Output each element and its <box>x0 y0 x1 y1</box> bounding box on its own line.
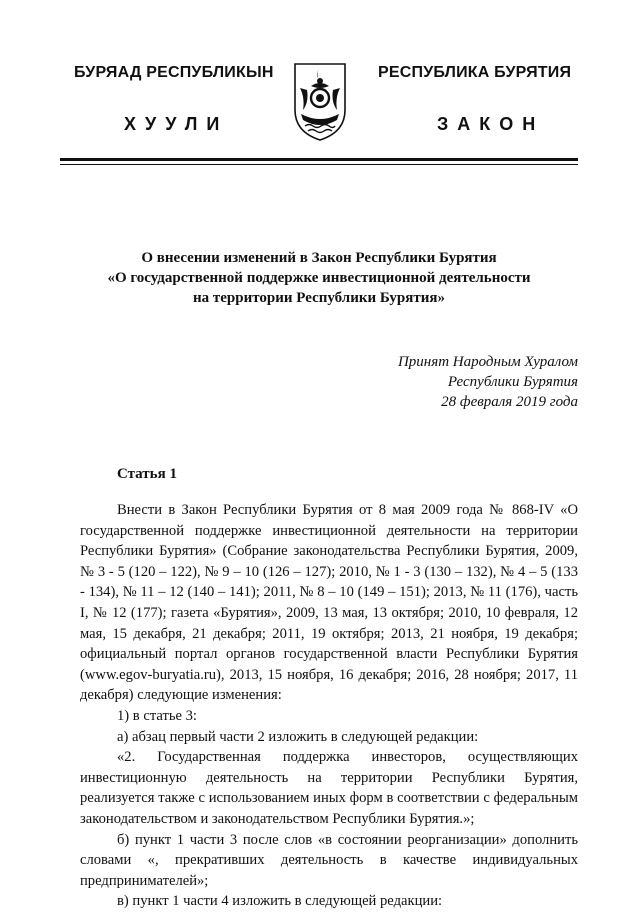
paragraph: 1) в статье 3: <box>117 707 197 724</box>
adoption-line: Республики Бурятия <box>447 374 578 390</box>
header-divider-thin <box>60 164 578 165</box>
paragraph: «2. Государственная поддержка инвесторов, осуществляющих инвестиционную деятельность на территории Республики Бурятия, реализуется также с использованием иных форм в соответствии с федеральным законодательством и законодательством Республики Бурятия.»; <box>80 749 578 827</box>
paragraph: Внести в Закон Республики Бурятия от 8 мая 2009 года № 868-IV «О государственной поддержке инвестиционной деятельности на территории Республики Бурятия» (Собрание законодательства Республики Бурятия, 2009, № 3 - 5 (120 – 122), № 9 – 10 (126 – 127); 2010, № 1 - 3 (130 – 132), № 4 – 5 (133 - 134), № 11 – 12 (140 – 141); 2011, № 8 – 10 (149 – 151); 2013, № 11 (176), часть I, № 12 (177); газета «Бурятия», 2009, 13 мая, 13 октября; 2010, 10 февраля, 12 мая, 15 декабря, 21 декабря; 2011, 19 октября; 2013, 21 ноября, 19 декабря; официальный портал органов государственной власти Республики Бурятия (www.egov-buryatia.ru), 2013, 15 ноября, 16 декабря; 2016, 28 ноября; 2017, 11 декабря) следующие изменения: <box>80 502 578 704</box>
law-title-line: «О государственной поддержке инвестиционной деятельности <box>107 270 531 286</box>
adoption-date: 28 февраля 2019 года <box>441 394 578 410</box>
buryatia-coat-of-arms-icon <box>291 58 349 144</box>
header-left-title: БУРЯАД РЕСПУБЛИКЫН <box>74 64 274 81</box>
header-left-subtitle: ХУУЛИ <box>124 114 229 134</box>
article-heading: Статья 1 <box>117 466 177 482</box>
law-title-line: О внесении изменений в Закон Республики Бурятия <box>141 250 497 266</box>
law-title <box>60 248 578 308</box>
law-title-line: на территории Республики Бурятия» <box>192 290 446 306</box>
paragraph: б) пункт 1 части 3 после слов «в состоянии реорганизации» дополнить словами «, прекративших деятельность в качестве индивидуальных предпринимателей»; <box>80 831 578 889</box>
header-right-title: РЕСПУБЛИКА БУРЯТИЯ <box>378 64 572 81</box>
header-right-subtitle: ЗАКОН <box>437 114 545 134</box>
paragraph: а) абзац первый части 2 изложить в следующей редакции: <box>117 728 479 745</box>
adoption-note <box>398 352 578 412</box>
header-divider-thick <box>60 158 578 161</box>
adoption-line: Принят Народным Хуралом <box>397 354 578 370</box>
paragraph: в) пункт 1 части 4 изложить в следующей редакции: <box>117 893 443 910</box>
article-body <box>80 500 578 912</box>
